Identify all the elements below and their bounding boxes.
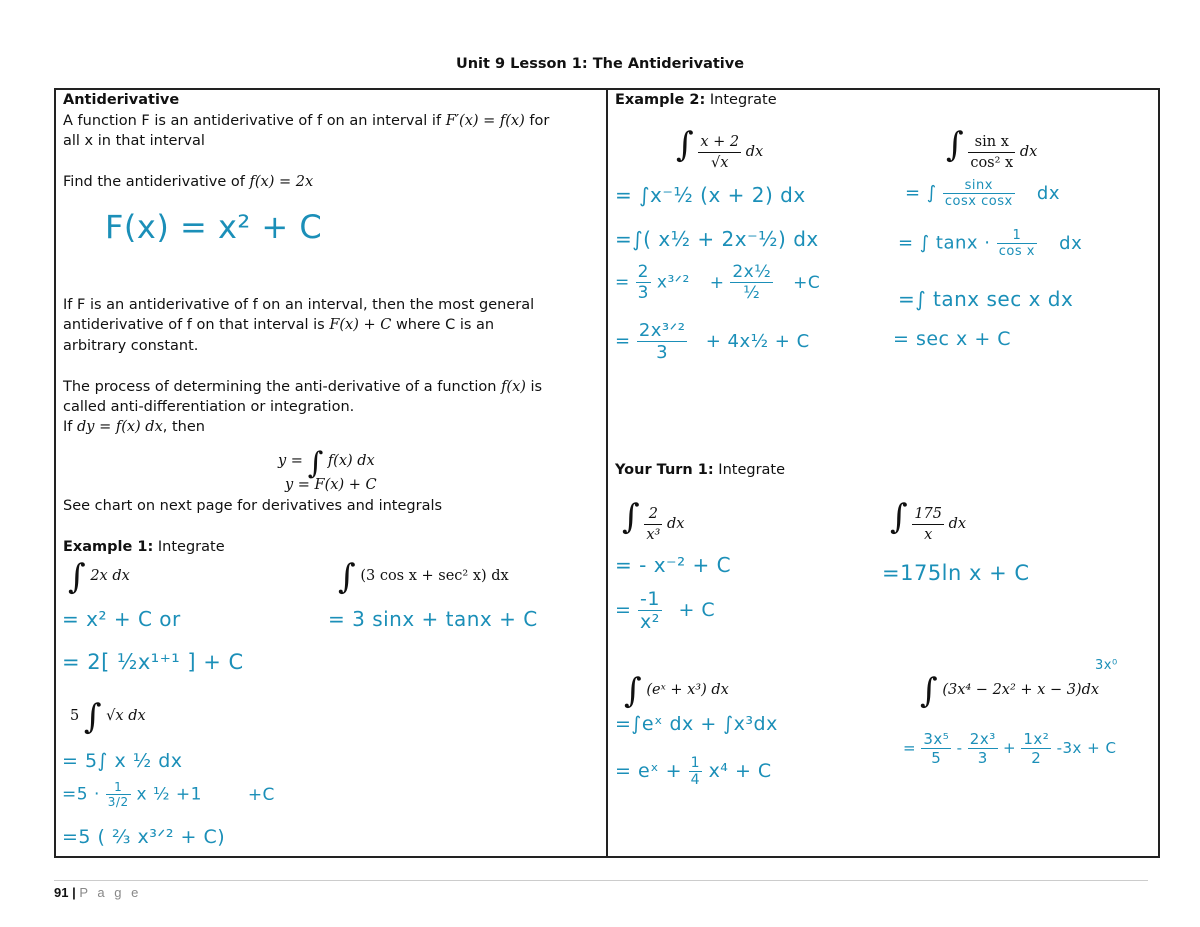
ex2a-step-4: = $\frac{\text{2x³ᐟ²}}{3}$ + 4x½ + C bbox=[615, 320, 810, 363]
yt-c-step-1: =∫eˣ dx + ∫x³dx bbox=[615, 713, 778, 735]
if-text-end: , then bbox=[162, 419, 205, 435]
integral-sign-icon: ∫ bbox=[920, 671, 938, 711]
ex1a-step-1: = x² + C or bbox=[62, 607, 181, 631]
yt-c-step-2 bbox=[615, 755, 772, 788]
fraction-denominator: cos² x bbox=[970, 154, 1014, 171]
yt-a-step-2-b: + C bbox=[678, 599, 716, 621]
ex1c-integral bbox=[70, 697, 146, 737]
yt-b-dx: dx bbox=[948, 516, 967, 532]
yt-a-step-2: = $\frac{-1}{\text{x²}}$ + C bbox=[615, 588, 716, 633]
definition-text-end: for bbox=[529, 113, 550, 129]
yt-b-integral bbox=[890, 497, 967, 545]
process-line-2: called anti-differentiation or integration. bbox=[63, 399, 355, 415]
fraction-denominator: 5 bbox=[931, 749, 942, 767]
integral-sign-icon: ∫ bbox=[307, 446, 324, 481]
yt-d-tail: -3x + C bbox=[1056, 739, 1117, 757]
handwritten-answer: F(x) = x² + C bbox=[105, 208, 323, 246]
fraction-numerator: 2 bbox=[637, 262, 649, 282]
if-line bbox=[63, 417, 205, 437]
yt-d-equals: = bbox=[903, 739, 917, 757]
ex1a-step-2: = 2[ ½x¹⁺¹ ] + C bbox=[62, 650, 244, 674]
fraction-denominator: √x bbox=[711, 154, 729, 171]
yt-c-step-2-fraction bbox=[689, 755, 702, 788]
footer-separator: | bbox=[72, 885, 76, 900]
page-number: 91 bbox=[54, 885, 69, 900]
process-line-1 bbox=[63, 377, 542, 397]
ex1c-step-2-fraction bbox=[106, 780, 131, 809]
fraction-denominator: x³ bbox=[646, 526, 661, 543]
ex2b-integral bbox=[946, 125, 1038, 173]
eq1-rhs: f(x) dx bbox=[327, 453, 375, 469]
fraction-denominator: 3 bbox=[637, 283, 649, 303]
fraction-numerator: 1 bbox=[690, 755, 701, 771]
integral-sign-icon: ∫ bbox=[676, 125, 694, 165]
integral-sign-icon: ∫ bbox=[622, 497, 640, 537]
footer-rule bbox=[54, 880, 1148, 881]
column-divider bbox=[606, 88, 608, 858]
integral-sign-icon: ∫ bbox=[83, 697, 102, 737]
fraction-denominator: 4 bbox=[690, 772, 701, 788]
process-text: The process of determining the anti-derivative of a function bbox=[63, 379, 497, 395]
ex1c-step-3: =5 ( ⅔ x³ᐟ² + C) bbox=[62, 826, 226, 848]
ex2b-step-2-dx: dx bbox=[1059, 232, 1083, 254]
ex2b-step-1: = ∫ $\frac{\sin x}{\text{cosx cosx}}$ dx bbox=[905, 178, 1060, 209]
definition-line-1 bbox=[63, 111, 549, 131]
definition-line-2: all x in that interval bbox=[63, 133, 205, 149]
ex2a-fraction bbox=[698, 132, 741, 173]
integral-sign-icon: ∫ bbox=[946, 125, 964, 165]
ex2b-fraction bbox=[968, 132, 1015, 173]
fraction-numerator: 2x½ bbox=[732, 262, 772, 282]
yt-d-term-3 bbox=[1021, 730, 1051, 767]
integral-sign-icon: ∫ bbox=[624, 671, 642, 711]
ex1c-step-1: = 5∫ x ½ dx bbox=[62, 750, 183, 772]
ex1c-step-2 bbox=[62, 780, 275, 809]
ex2b-step-4: = sec x + C bbox=[893, 328, 1012, 350]
example-1-label: Example 1: bbox=[63, 539, 154, 555]
yt-a-step-2-fraction bbox=[638, 588, 662, 633]
ex1c-step-2-c: +C bbox=[247, 784, 275, 805]
ex2a-step-3-x: x³ᐟ² bbox=[656, 272, 690, 293]
ex2a-step-4-fraction bbox=[637, 320, 688, 363]
fraction-denominator: x² bbox=[640, 611, 660, 633]
find-math: f(x) = 2x bbox=[249, 174, 314, 190]
if-text: If bbox=[63, 419, 73, 435]
yt-d-step-1: = $\frac{\text{3x⁵}}{5}$ - $\frac{\text{2x³}}{3}$ + $\frac{\text{1x²}}{2}$ -3x + C bbox=[903, 730, 1117, 767]
process-math: f(x) bbox=[501, 379, 526, 395]
example-2-text: Integrate bbox=[709, 92, 777, 108]
ex1c-coefficient: 5 bbox=[70, 708, 80, 724]
fraction-denominator: x bbox=[924, 526, 933, 543]
fraction-denominator: 2 bbox=[1031, 749, 1042, 767]
fraction-numerator: -1 bbox=[639, 588, 660, 610]
ex2b-step-2-a: = ∫ tanx · bbox=[898, 232, 991, 254]
page-word: P a g e bbox=[79, 885, 142, 900]
fraction-numerator: 2x³ᐟ² bbox=[638, 320, 686, 341]
general-text-end: where C is an bbox=[395, 317, 495, 333]
general-line-3: arbitrary constant. bbox=[63, 338, 199, 354]
yt-c-step-2-a: = eˣ + bbox=[615, 760, 683, 782]
your-turn-label: Your Turn 1: bbox=[615, 462, 714, 478]
fraction-denominator: 3 bbox=[977, 749, 988, 767]
find-antiderivative-prompt bbox=[63, 172, 313, 192]
fraction-numerator: 1 bbox=[997, 228, 1037, 244]
ex1b-integrand: (3 cos x + sec² x) dx bbox=[360, 568, 509, 584]
fraction-denominator: ½ bbox=[743, 283, 761, 303]
general-line-2 bbox=[63, 315, 494, 335]
yt-d-integral bbox=[920, 671, 1100, 711]
yt-c-integrand: (eˣ + x³) dx bbox=[646, 682, 729, 698]
general-text: antiderivative of f on that interval is bbox=[63, 317, 325, 333]
ex2a-dx: dx bbox=[745, 144, 764, 160]
your-turn-1-heading bbox=[615, 460, 785, 480]
general-line-1: If F is an antiderivative of f on an interval, then the most general bbox=[63, 297, 535, 313]
ex2b-step-2-fraction bbox=[997, 228, 1037, 259]
eq1-lhs: y = bbox=[278, 453, 303, 469]
ex2a-step-3-c: +C bbox=[793, 272, 821, 293]
page-footer bbox=[54, 885, 141, 900]
fraction-numerator: x + 2 bbox=[698, 132, 741, 153]
ex2a-step-3-fraction-b bbox=[730, 262, 773, 303]
ex1b-integral bbox=[338, 557, 509, 597]
yt-d-integrand: (3x⁴ − 2x² + x − 3)dx bbox=[942, 682, 1100, 698]
definition-text: A function F is an antiderivative of f on an interval if bbox=[63, 113, 442, 129]
yt-d-term-1 bbox=[921, 730, 951, 767]
ex2a-step-4-b: + 4x½ + C bbox=[705, 330, 810, 352]
fraction-numerator: 175 bbox=[912, 504, 944, 525]
yt-a-dx: dx bbox=[666, 516, 685, 532]
find-text: Find the antiderivative of bbox=[63, 174, 245, 190]
ex1b-step-1: = 3 sinx + tanx + C bbox=[328, 607, 538, 631]
ex2a-integral bbox=[676, 125, 764, 173]
fraction-numerator: 2x³ bbox=[969, 730, 996, 748]
ex1c-step-2-b: x ½ +1 bbox=[136, 784, 202, 805]
fraction-numerator: 2 bbox=[644, 504, 662, 525]
fraction-numerator: 3x⁵ bbox=[923, 730, 950, 748]
example-2-label: Example 2: bbox=[615, 92, 706, 108]
general-math: F(x) + C bbox=[329, 317, 392, 333]
fraction-denominator: 3/2 bbox=[107, 795, 129, 809]
ex2b-step-1-dx: dx bbox=[1036, 182, 1060, 204]
section-heading-antiderivative: Antiderivative bbox=[63, 92, 180, 108]
your-turn-text: Integrate bbox=[718, 462, 786, 478]
example-1-text: Integrate bbox=[157, 539, 225, 555]
definition-math: F′(x) = f(x) bbox=[445, 113, 525, 129]
integral-sign-icon: ∫ bbox=[68, 557, 86, 597]
yt-b-step-1: =175ln x + C bbox=[882, 561, 1030, 585]
example-1-heading bbox=[63, 537, 225, 557]
fraction-numerator: 1 bbox=[106, 780, 131, 795]
fraction-numerator: sin x bbox=[968, 132, 1015, 153]
yt-c-step-2-b: x⁴ + C bbox=[708, 760, 772, 782]
fraction-denominator: cos x bbox=[998, 244, 1035, 259]
page-title: Unit 9 Lesson 1: The Antiderivative bbox=[455, 56, 745, 72]
example-2-heading bbox=[615, 90, 777, 110]
ex2a-step-3-fraction-a bbox=[636, 262, 651, 303]
fraction-numerator: 1x² bbox=[1023, 730, 1050, 748]
ex1a-integrand: 2x dx bbox=[90, 568, 130, 584]
yt-a-step-1: = - x⁻² + C bbox=[615, 553, 732, 577]
yt-b-fraction bbox=[912, 504, 944, 545]
yt-c-integral bbox=[624, 671, 729, 711]
yt-d-note: 3x⁰ bbox=[1095, 658, 1118, 673]
integral-sign-icon: ∫ bbox=[338, 557, 356, 597]
ex2b-step-2 bbox=[898, 228, 1082, 259]
see-chart-note: See chart on next page for derivatives and integrals bbox=[63, 498, 443, 514]
ex2a-step-2: =∫( x½ + 2x⁻½) dx bbox=[615, 227, 819, 251]
ex2a-step-1: = ∫x⁻½ (x + 2) dx bbox=[615, 183, 806, 207]
fraction-denominator: 3 bbox=[656, 342, 669, 363]
integral-equation-2: y = F(x) + C bbox=[285, 477, 377, 493]
ex1c-integrand: √x dx bbox=[106, 708, 146, 724]
ex2b-dx: dx bbox=[1019, 144, 1038, 160]
ex1c-step-2-a: =5 · bbox=[62, 784, 100, 805]
integral-sign-icon: ∫ bbox=[890, 497, 908, 537]
if-math: dy = f(x) dx bbox=[77, 419, 163, 435]
ex2b-step-1-fraction bbox=[943, 178, 1015, 209]
ex2a-step-3: = $\frac{2}{3}$ x³ᐟ² + $\frac{\text{2x½}}{\text{½}}$ +C bbox=[615, 262, 821, 303]
fraction-denominator: cosx cosx bbox=[944, 194, 1013, 209]
ex2b-step-3: =∫ tanx sec x dx bbox=[898, 287, 1074, 311]
yt-a-fraction bbox=[644, 504, 662, 545]
ex1a-integral bbox=[68, 557, 130, 597]
yt-a-integral bbox=[622, 497, 685, 545]
process-text-end: is bbox=[530, 379, 543, 395]
yt-d-term-2 bbox=[968, 730, 998, 767]
fraction-numerator: sinx bbox=[943, 178, 1015, 194]
